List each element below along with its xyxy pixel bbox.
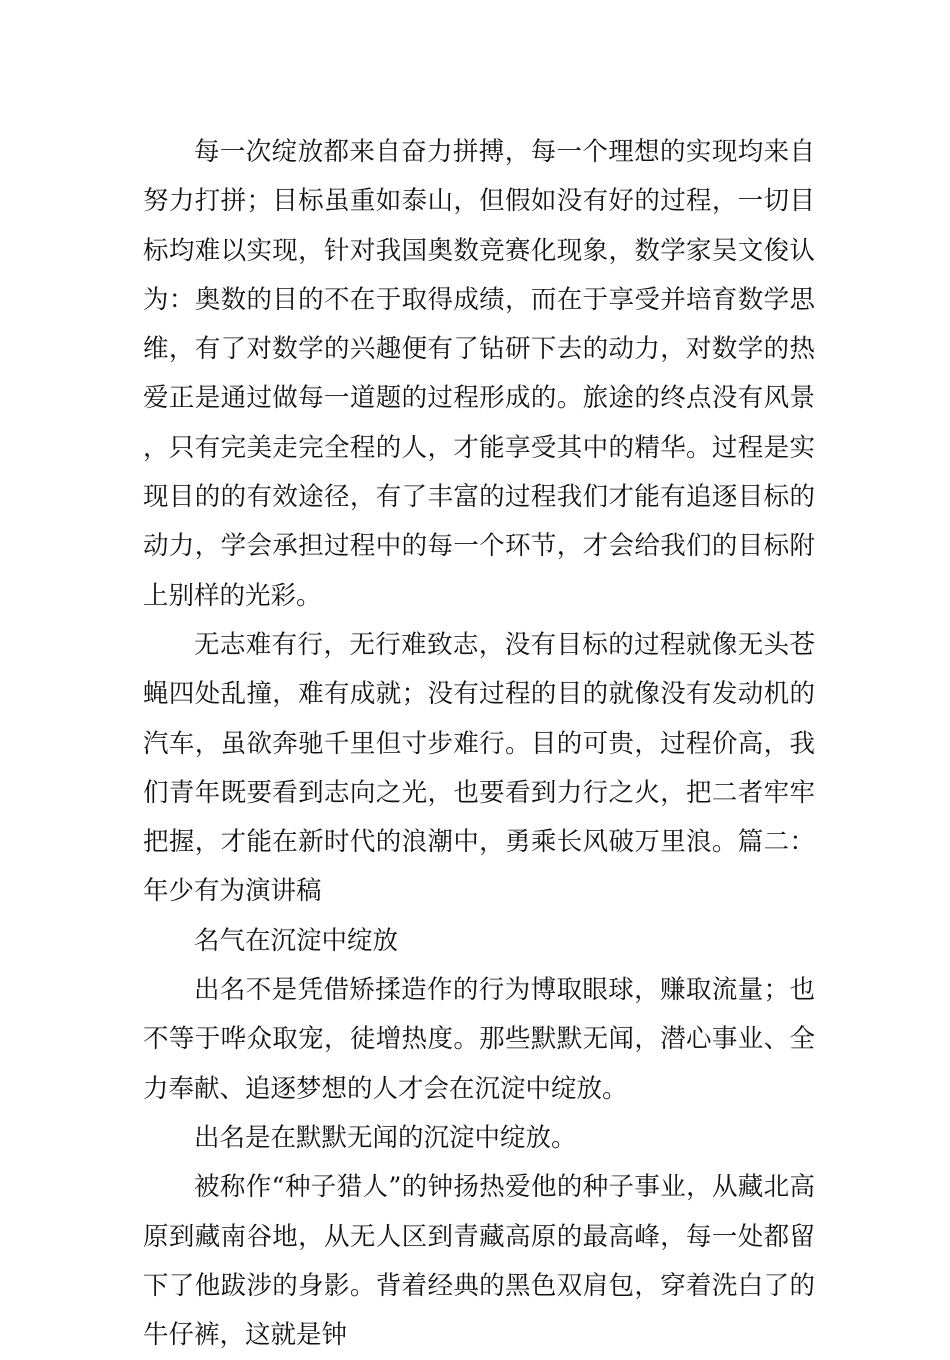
paragraph-6: 被称作“种子猎人”的钟扬热爱他的种子事业，从藏北高原到藏南谷地，从无人区到青藏高原的最高峰，每一处都留下了他跋涉的身影。背着经典的黑色双肩包，穿着洗白了的牛仔裤，这就是钟 — [143, 1172, 815, 1351]
paragraph-4: 出名不是凭借矫揉造作的行为博取眼球，赚取流量；也不等于哗众取宠，徒增热度。那些默默无闻，潜心事业、全力奉献、追逐梦想的人才会在沉淀中绽放。 — [143, 975, 815, 1104]
paragraph-1: 每一次绽放都来自奋力拼搏，每一个理想的实现均来自努力打拼；目标虽重如泰山，但假如没有好的过程，一切目标均难以实现，针对我国奥数竞赛化现象，数学家吴文俊认为：奥数的目的不在于取得成绩，而在于享受并培育数学思维，有了对数学的兴趣便有了钻研下去的动力，对数学的热爱正是通过做每一道题的过程形成的。旅途的终点没有风景，只有完美走完全程的人，才能享受其中的精华。过程是实现目的的有效途径，有了丰富的过程我们才能有追逐目标的动力，学会承担过程中的每一个环节，才会给我们的目标附上别样的光彩。 — [143, 137, 815, 611]
document-body — [143, 128, 815, 1360]
paragraph-2: 无志难有行，无行难致志，没有目标的过程就像无头苍蝇四处乱撞，难有成就；没有过程的目的就像没有发动机的汽车，虽欲奔驰千里但寸步难行。目的可贵，过程价高，我们青年既要看到志向之光，也要看到力行之火，把二者牢牢把握，才能在新时代的浪潮中，勇乘长风破万里浪。篇二：年少有为演讲稿 — [143, 629, 815, 907]
paragraph-3-subtitle: 名气在沉淀中绽放 — [194, 925, 399, 956]
paragraph-5: 出名是在默默无闻的沉淀中绽放。 — [194, 1122, 577, 1153]
